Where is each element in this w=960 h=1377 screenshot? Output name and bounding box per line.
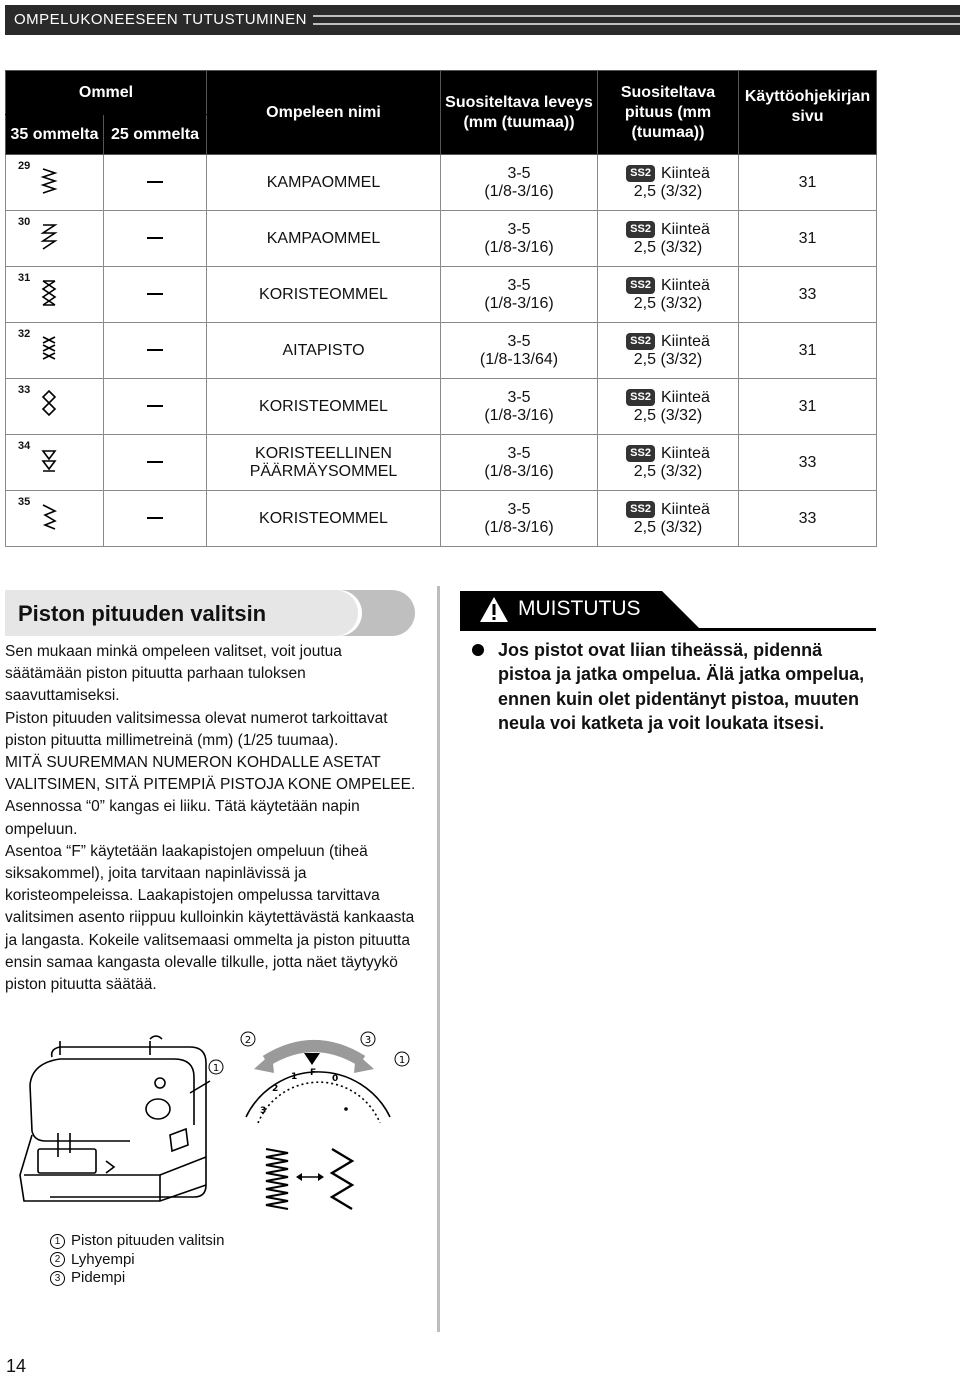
width-inch: (1/8-3/16) bbox=[484, 518, 554, 536]
svg-text:1: 1 bbox=[291, 1072, 298, 1082]
table-row bbox=[6, 491, 877, 547]
manual-page: 31 bbox=[739, 211, 877, 267]
presser-foot-badge: SS2 bbox=[626, 165, 655, 182]
dash-icon bbox=[147, 237, 163, 239]
width-inch: (1/8-3/16) bbox=[484, 294, 554, 312]
width-cell bbox=[441, 379, 598, 435]
legend-text: Pidempi bbox=[71, 1269, 126, 1286]
bullet-icon bbox=[472, 644, 484, 656]
stitch-length-dial bbox=[246, 1072, 390, 1123]
length-value: 2,5 (3/32) bbox=[633, 406, 703, 424]
presser-foot-badge: SS2 bbox=[626, 389, 655, 406]
length-label: Kiinteä bbox=[660, 276, 710, 294]
width-cell bbox=[441, 155, 598, 211]
stitch-35-cell bbox=[6, 435, 104, 491]
presser-foot-badge: SS2 bbox=[626, 501, 655, 518]
length-label: Kiinteä bbox=[660, 220, 710, 238]
length-cell bbox=[598, 211, 739, 267]
header-title: OMPELUKONEESEEN TUTUSTUMINEN bbox=[14, 11, 307, 28]
width-mm: 3-5 bbox=[507, 388, 531, 406]
warning-icon bbox=[478, 595, 510, 625]
section-title: Piston pituuden valitsin bbox=[18, 601, 267, 626]
manual-page: 31 bbox=[739, 323, 877, 379]
length-label: Kiinteä bbox=[660, 444, 710, 462]
dash-icon bbox=[147, 349, 163, 351]
table-row bbox=[6, 211, 877, 267]
manual-page: 33 bbox=[739, 491, 877, 547]
short-stitch-sample bbox=[266, 1149, 288, 1209]
stitch-25-cell bbox=[104, 379, 207, 435]
table-row bbox=[6, 323, 877, 379]
width-mm: 3-5 bbox=[507, 332, 531, 350]
stitch-25-cell bbox=[104, 435, 207, 491]
header-length: Suositeltava pituus (mm (tuumaa)) bbox=[598, 71, 739, 155]
long-stitch-sample bbox=[332, 1149, 352, 1209]
stitch-table bbox=[5, 70, 877, 547]
width-inch: (1/8-3/16) bbox=[484, 462, 554, 480]
manual-page: 31 bbox=[739, 155, 877, 211]
paragraph: Piston pituuden valitsimessa olevat numerot tarkoittavat piston pituutta millimetreinä (mm) (1/25 tuumaa). bbox=[5, 709, 388, 749]
manual-page: 33 bbox=[739, 267, 877, 323]
caution-text: Jos pistot ovat liian tiheässä, pidennä pistoa ja jatka ompelua. Älä jatka ompelua, ennen kuin olet pidentänyt pistoa, muuten neula voi katketa ja voit loukata itsesi. bbox=[498, 640, 865, 734]
stitch-number: 31 bbox=[18, 272, 31, 284]
callout-number: 3 bbox=[50, 1271, 65, 1286]
header-page: Käyttöohjekirjan sivu bbox=[739, 71, 877, 155]
header-stitch-name: Ompeleen nimi bbox=[207, 71, 441, 155]
stitch-name: KORISTEOMMEL bbox=[207, 491, 441, 547]
presser-foot-badge: SS2 bbox=[626, 221, 655, 238]
length-value: 2,5 (3/32) bbox=[633, 518, 703, 536]
svg-text:1: 1 bbox=[398, 1055, 406, 1066]
length-cell bbox=[598, 323, 739, 379]
manual-page: 33 bbox=[739, 435, 877, 491]
stitch-25-cell bbox=[104, 211, 207, 267]
stitch-number: 30 bbox=[18, 216, 31, 228]
header-25-stitches: 25 ommelta bbox=[104, 115, 207, 155]
length-cell bbox=[598, 155, 739, 211]
section-heading bbox=[5, 590, 415, 636]
legend-text: Piston pituuden valitsin bbox=[71, 1232, 225, 1249]
legend-item bbox=[50, 1251, 224, 1270]
stitch-35-cell bbox=[6, 267, 104, 323]
width-inch: (1/8-3/16) bbox=[484, 406, 554, 424]
svg-text:2: 2 bbox=[272, 1084, 279, 1094]
legend-item bbox=[50, 1232, 224, 1251]
stitch-25-cell bbox=[104, 155, 207, 211]
svg-text:2: 2 bbox=[244, 1035, 252, 1046]
stitch-number: 35 bbox=[18, 496, 31, 508]
dash-icon bbox=[147, 517, 163, 519]
table-row bbox=[6, 379, 877, 435]
length-label: Kiinteä bbox=[660, 388, 710, 406]
svg-text:0: 0 bbox=[332, 1074, 339, 1084]
width-mm: 3-5 bbox=[507, 164, 531, 182]
callout-number: 1 bbox=[50, 1234, 65, 1249]
presser-foot-badge: SS2 bbox=[626, 277, 655, 294]
paragraph: Sen mukaan minkä ompeleen valitset, voit joutua säätämään piston pituutta parhaan tuloksen saavuttamiseksi. bbox=[5, 643, 342, 705]
stitch-name: KORISTEOMMEL bbox=[207, 267, 441, 323]
width-mm: 3-5 bbox=[507, 276, 531, 294]
legend-item bbox=[50, 1269, 224, 1288]
width-inch: (1/8-13/64) bbox=[479, 350, 559, 368]
svg-text:F: F bbox=[310, 1068, 317, 1078]
presser-foot-badge: SS2 bbox=[626, 445, 655, 462]
header-width: Suositeltava leveys (mm (tuumaa)) bbox=[441, 71, 598, 155]
length-value: 2,5 (3/32) bbox=[633, 238, 703, 256]
svg-text:3: 3 bbox=[364, 1035, 372, 1046]
width-mm: 3-5 bbox=[507, 220, 531, 238]
length-cell bbox=[598, 379, 739, 435]
header-rule bbox=[313, 15, 960, 17]
illustration-legend bbox=[50, 1232, 224, 1288]
dash-icon bbox=[147, 293, 163, 295]
column-divider bbox=[437, 586, 440, 1332]
stitch-35-cell bbox=[6, 491, 104, 547]
stitch-name: KAMPAOMMEL bbox=[207, 155, 441, 211]
stitch-name: AITAPISTO bbox=[207, 323, 441, 379]
length-cell bbox=[598, 491, 739, 547]
length-label: Kiinteä bbox=[660, 164, 710, 182]
paragraph: MITÄ SUUREMMAN NUMERON KOHDALLE ASETAT VALITSIMEN, SITÄ PITEMPIÄ PISTOJA KONE OMPELEE. Asennossa “0” kangas ei liiku. Tätä käytetään napin ompeluun. bbox=[5, 754, 416, 838]
stitch-number: 33 bbox=[18, 384, 31, 396]
stitch-pattern-icon bbox=[40, 389, 58, 421]
length-value: 2,5 (3/32) bbox=[633, 462, 703, 480]
length-label: Kiinteä bbox=[660, 332, 710, 350]
manual-page: 31 bbox=[739, 379, 877, 435]
caution-label: MUISTUTUS bbox=[518, 597, 641, 620]
stitch-number: 32 bbox=[18, 328, 31, 340]
width-cell bbox=[441, 267, 598, 323]
header-bar bbox=[5, 5, 960, 35]
stitch-name: KORISTEOMMEL bbox=[207, 379, 441, 435]
stitch-number: 29 bbox=[18, 160, 31, 172]
stitch-number: 34 bbox=[18, 440, 31, 452]
paragraph: Asentoa “F” käytetään laakapistojen ompeluun (tiheä siksakommel), joita tarvitaan napinlävissä ja koristeompeleissa. Laakapistojen ompelussa tarvittava valitsimen asento riippuu kulloinkin käytettävästä kankaasta ja langasta. Kokeile valitsemaasi ommelta ja piston pituutta ensin samaa kangasta olevalle tilkulle, jotta näet täytyykö piston pituutta säätää. bbox=[5, 842, 415, 994]
width-cell bbox=[441, 211, 598, 267]
length-cell bbox=[598, 267, 739, 323]
stitch-pattern-icon bbox=[40, 333, 58, 365]
length-cell bbox=[598, 435, 739, 491]
stitch-pattern-icon bbox=[40, 165, 58, 197]
caution-item bbox=[478, 638, 868, 736]
width-cell bbox=[441, 435, 598, 491]
dash-icon bbox=[147, 181, 163, 183]
presser-foot-badge: SS2 bbox=[626, 333, 655, 350]
width-mm: 3-5 bbox=[507, 444, 531, 462]
stitch-35-cell bbox=[6, 323, 104, 379]
width-mm: 3-5 bbox=[507, 500, 531, 518]
table-row bbox=[6, 155, 877, 211]
table-row bbox=[6, 435, 877, 491]
double-arrow-icon bbox=[296, 1173, 324, 1181]
stitch-35-cell bbox=[6, 155, 104, 211]
stitch-25-cell bbox=[104, 491, 207, 547]
svg-text:3: 3 bbox=[260, 1106, 267, 1116]
callout-number: 2 bbox=[50, 1252, 65, 1267]
stitch-25-cell bbox=[104, 267, 207, 323]
stitch-25-cell bbox=[104, 323, 207, 379]
length-label: Kiinteä bbox=[660, 500, 710, 518]
width-cell bbox=[441, 491, 598, 547]
width-inch: (1/8-3/16) bbox=[484, 182, 554, 200]
caution-rule bbox=[460, 628, 876, 631]
stitch-name: KAMPAOMMEL bbox=[207, 211, 441, 267]
table-row bbox=[6, 267, 877, 323]
stitch-35-cell bbox=[6, 211, 104, 267]
width-inch: (1/8-3/16) bbox=[484, 238, 554, 256]
sewing-machine-illustration bbox=[20, 1036, 210, 1201]
header-35-stitches: 35 ommelta bbox=[6, 115, 104, 155]
stitch-name: KORISTEELLINEN PÄÄRMÄYSOMMEL bbox=[207, 435, 441, 491]
stitch-pattern-icon bbox=[40, 277, 58, 309]
page-number: 14 bbox=[6, 1356, 27, 1376]
length-value: 2,5 (3/32) bbox=[633, 294, 703, 312]
stitch-35-cell bbox=[6, 379, 104, 435]
dash-icon bbox=[147, 405, 163, 407]
length-value: 2,5 (3/32) bbox=[633, 182, 703, 200]
stitch-pattern-icon bbox=[40, 221, 58, 253]
dash-icon bbox=[147, 461, 163, 463]
width-cell bbox=[441, 323, 598, 379]
header-stitch-group: Ommel bbox=[6, 71, 207, 115]
caution-tab bbox=[460, 591, 700, 629]
header-rule bbox=[313, 23, 960, 25]
section-body bbox=[5, 641, 420, 996]
stitch-pattern-icon bbox=[40, 501, 58, 533]
length-value: 2,5 (3/32) bbox=[633, 350, 703, 368]
svg-text:1: 1 bbox=[212, 1063, 220, 1074]
stitch-pattern-icon bbox=[40, 445, 58, 477]
stitch-length-illustration bbox=[10, 1025, 430, 1225]
legend-text: Lyhyempi bbox=[71, 1250, 135, 1268]
